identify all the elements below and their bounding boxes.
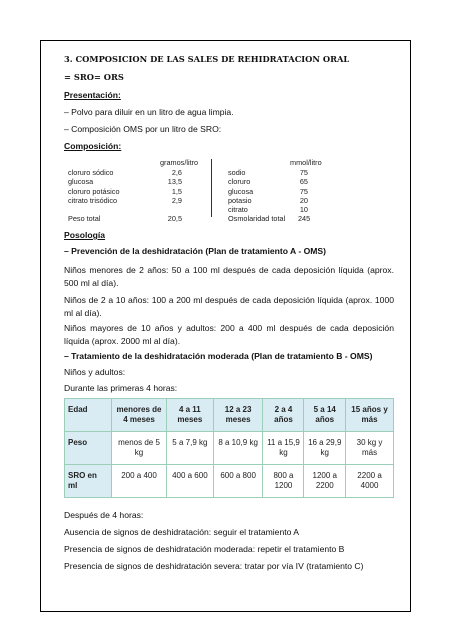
table-header-cell: Edad	[65, 399, 112, 432]
total-value: 245	[298, 214, 311, 224]
component-name: potasio	[228, 195, 252, 205]
composicion-row	[228, 196, 348, 205]
table-header-cell: 2 a 4 años	[263, 399, 304, 432]
table-cell: 5 a 7,9 kg	[167, 432, 214, 465]
component-name: sodio	[228, 168, 246, 177]
component-value: 13,5	[167, 177, 182, 187]
table-cell: 8 a 10,9 kg	[213, 432, 263, 465]
table-cell: 600 a 800	[213, 465, 263, 498]
composicion-row	[228, 187, 348, 196]
composicion-divider	[211, 159, 212, 217]
composicion-row	[228, 205, 348, 214]
posologia-label: Posología	[64, 230, 106, 240]
table-cell: 800 a 1200	[263, 465, 304, 498]
table-cell: 16 a 29,9 kg	[304, 432, 346, 465]
composicion-left-table	[68, 168, 188, 223]
table-cell: 11 a 15,9 kg	[263, 432, 304, 465]
table-header-cell: 15 años y más	[346, 399, 394, 432]
table-row	[65, 432, 394, 465]
component-value: 10	[299, 205, 308, 215]
plan-a-paragraph-2: Niños de 2 a 10 años: 100 a 200 ml después de cada deposición líquida (aprox. 1000 ml al día).	[64, 295, 394, 318]
composicion-label: Composición:	[64, 141, 122, 151]
component-name: glucosa	[228, 186, 254, 196]
plan-b-paragraph-1: Niños y adultos:	[64, 367, 126, 377]
table-cell: 2200 a 4000	[346, 465, 394, 498]
after-title: Después de 4 horas:	[64, 510, 144, 520]
total-name: Peso total	[68, 214, 101, 224]
component-value: 2,6	[171, 168, 182, 177]
component-name: cloruro sódico	[68, 168, 114, 177]
after-line-3: Presencia de signos de deshidratación severa: tratar por vía IV (tratamiento C)	[64, 561, 364, 571]
table-cell: SRO en ml	[65, 465, 112, 498]
plan-a-paragraph-3: Niños mayores de 10 años y adultos: 200 a 400 ml después de cada deposición líquida (aprox. 2000 ml al día).	[64, 323, 394, 346]
composicion-row	[68, 168, 188, 177]
component-value: 2,9	[171, 195, 182, 205]
total-value: 20,5	[167, 214, 182, 224]
table-cell: Peso	[65, 432, 112, 465]
after-line-1: Ausencia de signos de deshidratación: seguir el tratamiento A	[64, 527, 300, 537]
composicion-row	[68, 196, 188, 205]
presentacion-label: Presentación:	[64, 90, 121, 100]
component-name: citrato	[228, 205, 248, 215]
composicion-row	[228, 177, 348, 186]
component-name: citrato trisódico	[68, 195, 118, 205]
table-header-cell: 5 a 14 años	[304, 399, 346, 432]
section-heading: 3. COMPOSICION DE LAS SALES DE REHIDRATACION ORAL	[64, 54, 350, 64]
component-value: 75	[299, 186, 308, 196]
plan-b-paragraph-2: Durante las primeras 4 horas:	[64, 383, 178, 393]
composicion-left-header: gramos/litro	[160, 158, 199, 167]
composicion-total-row	[228, 214, 348, 223]
component-value: 65	[299, 177, 308, 187]
total-name: Osmolaridad total	[228, 214, 286, 224]
table-header-cell: menores de 4 meses	[112, 399, 167, 432]
component-value: 75	[299, 168, 308, 177]
after-line-2: Presencia de signos de deshidratación moderada: repetir el tratamiento B	[64, 544, 345, 554]
presentacion-line-2: – Composición OMS por un litro de SRO:	[64, 124, 222, 134]
table-cell: 1200 a 2200	[304, 465, 346, 498]
component-name: cloruro potásico	[68, 186, 120, 196]
presentacion-line-1: – Polvo para diluir en un litro de agua limpia.	[64, 107, 234, 117]
table-row	[65, 465, 394, 498]
composicion-row	[228, 168, 348, 177]
table-cell: 30 kg y más	[346, 432, 394, 465]
table-header-row	[65, 399, 394, 432]
composicion-right-table	[228, 168, 348, 224]
table-header-cell: 4 a 11 meses	[167, 399, 214, 432]
section-subheading: = SRO= ORS	[64, 72, 124, 82]
table-cell: 200 a 400	[112, 465, 167, 498]
component-name: glucosa	[68, 177, 94, 187]
table-cell: menos de 5 kg	[112, 432, 167, 465]
plan-b-title: – Tratamiento de la deshidratación moderada (Plan de tratamiento B - OMS)	[64, 351, 373, 361]
dosage-table	[64, 398, 394, 498]
component-value: 20	[299, 195, 308, 205]
component-value: 1,5	[171, 186, 182, 196]
component-name: cloruro	[228, 177, 251, 187]
table-header-cell: 12 a 23 meses	[213, 399, 263, 432]
table-cell: 400 a 600	[167, 465, 214, 498]
plan-a-title: – Prevención de la deshidratación (Plan de tratamiento A - OMS)	[64, 246, 327, 256]
composicion-right-header: mmol/litro	[290, 158, 322, 167]
composicion-row	[68, 187, 188, 196]
composicion-row	[68, 177, 188, 186]
composicion-total-row	[68, 214, 188, 223]
plan-a-paragraph-1: Niños menores de 2 años: 50 a 100 ml después de cada deposición líquida (aprox. 500 ml al día).	[64, 265, 394, 288]
